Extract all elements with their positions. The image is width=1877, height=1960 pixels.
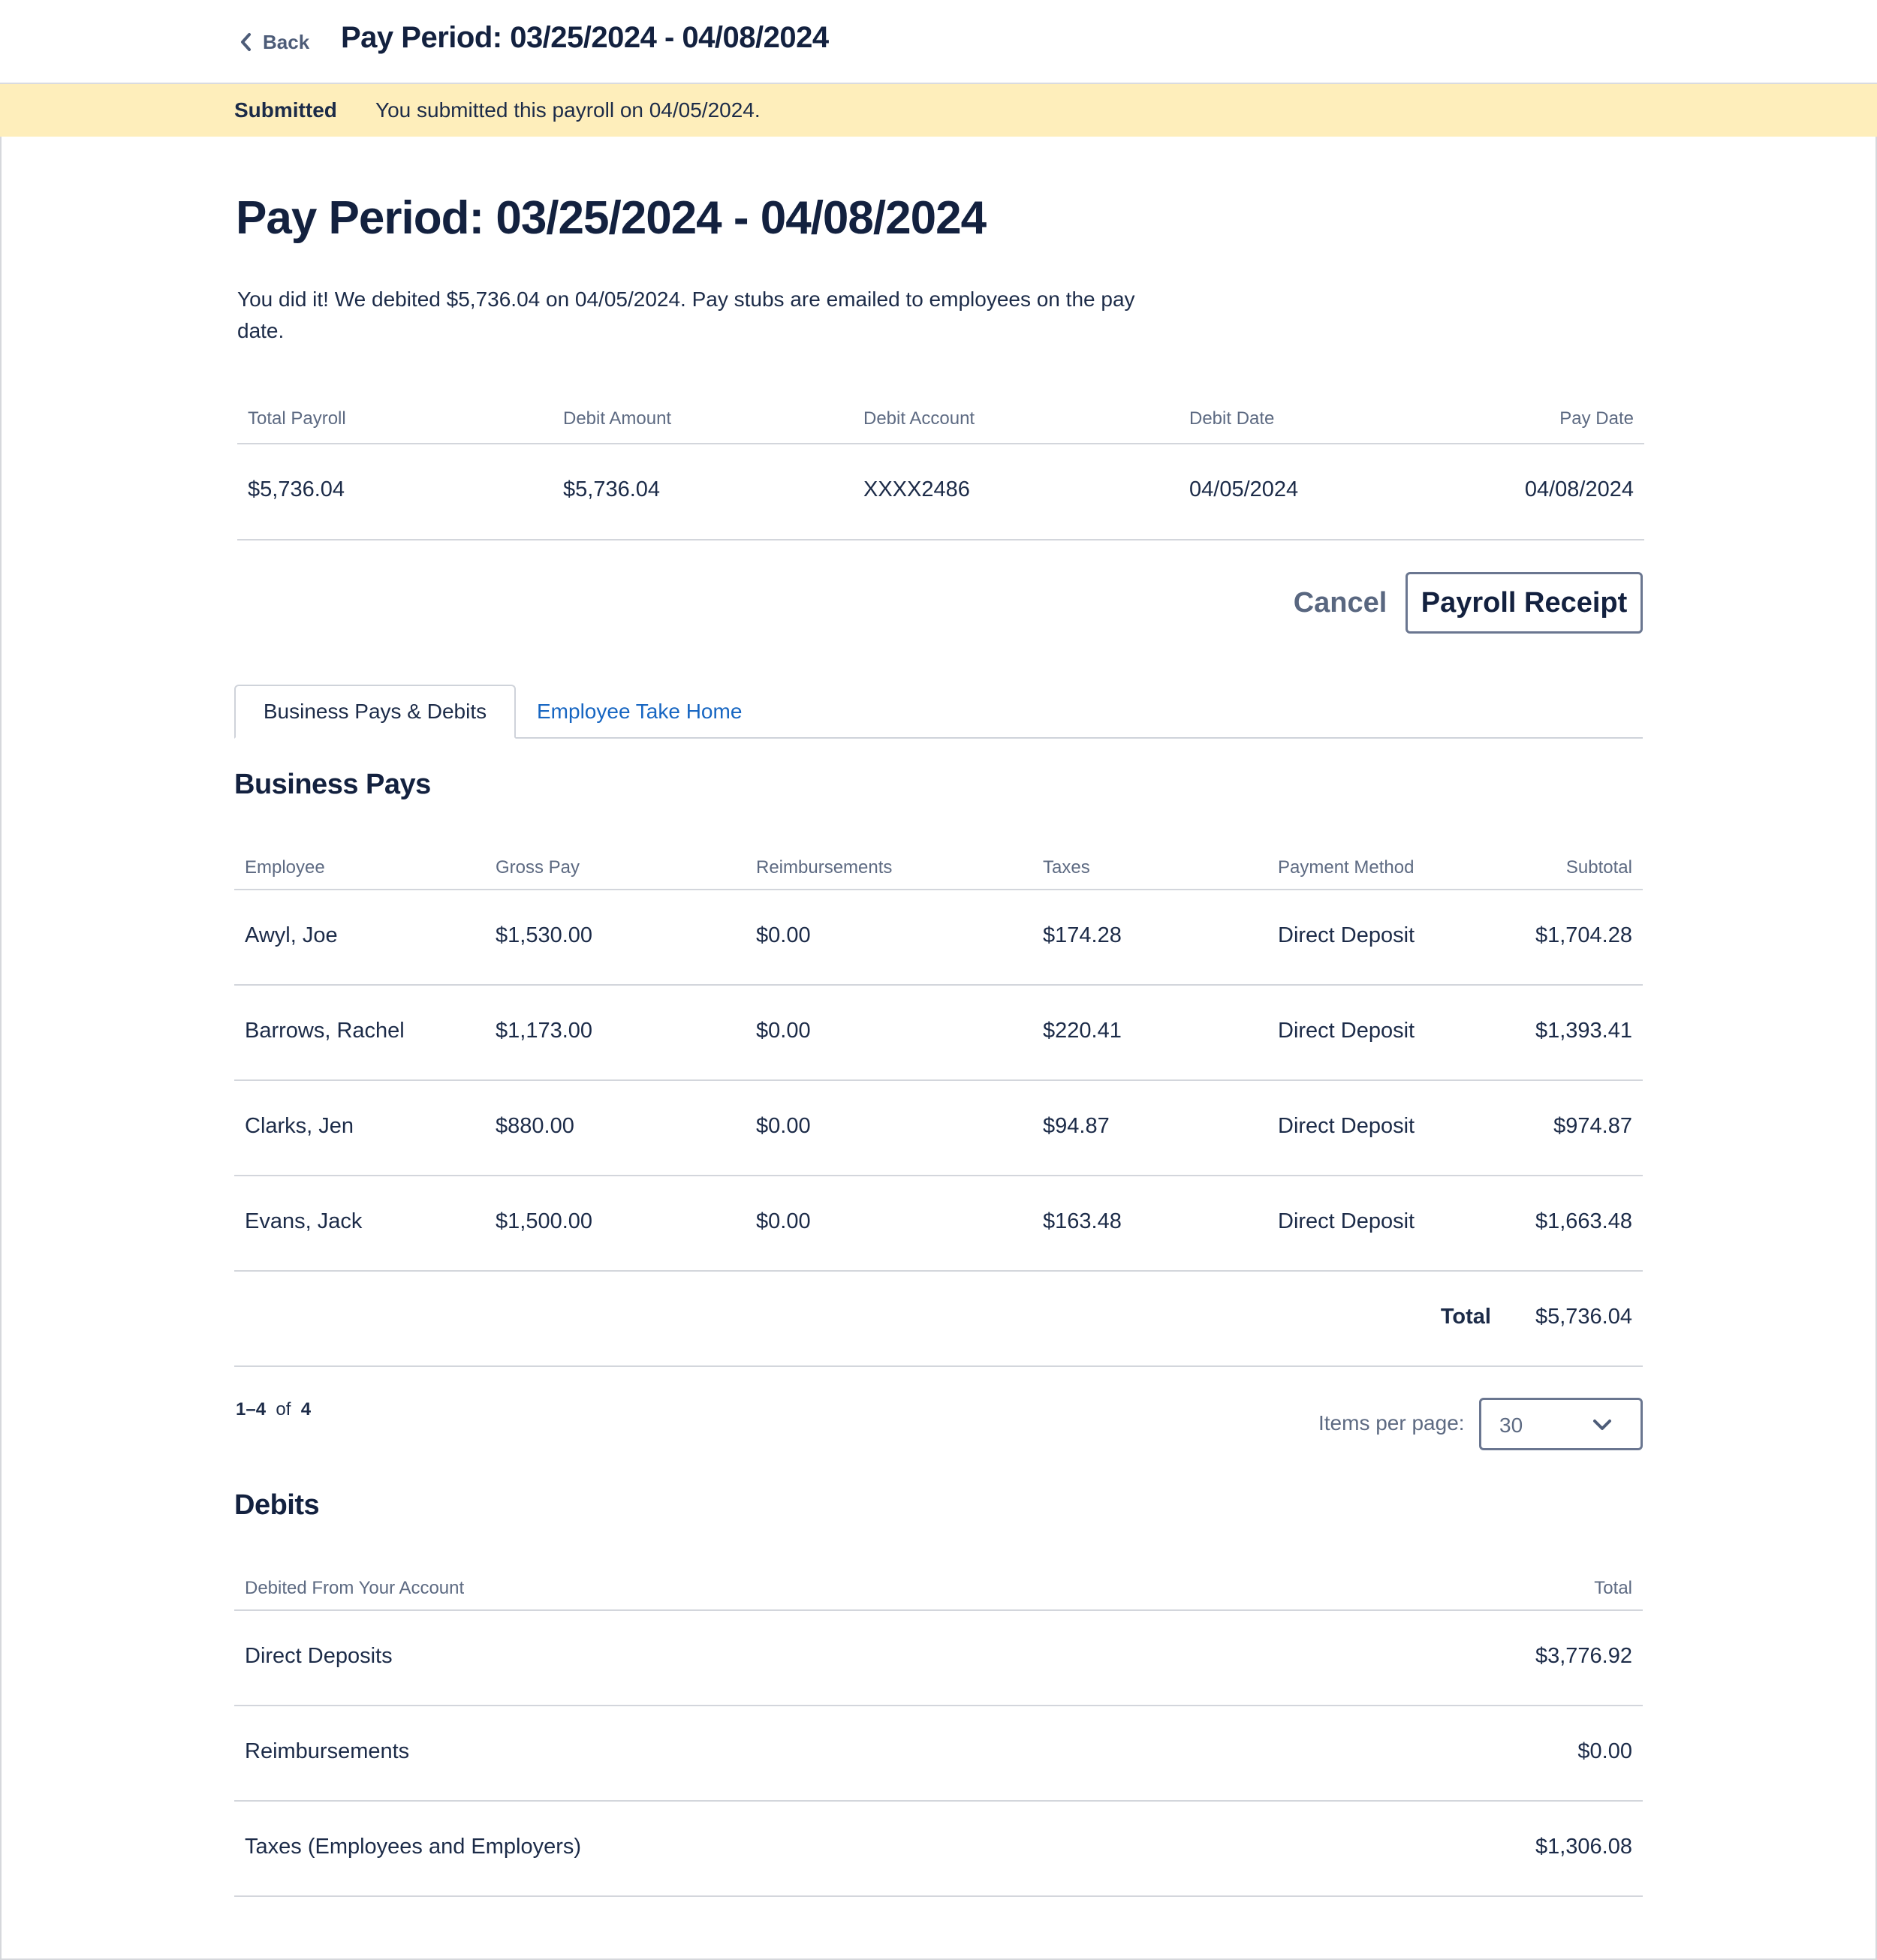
payment-method-cell: Direct Deposit [1278,1019,1415,1043]
summary-header: Debit Account [863,408,975,429]
back-button[interactable] [239,27,309,57]
payroll-receipt-button[interactable]: Payroll Receipt [1405,572,1643,634]
employee-cell: Barrows, Rachel [245,1019,405,1043]
summary-header: Debit Date [1189,408,1275,429]
chevron-left-icon [239,32,252,52]
summary-header: Pay Date [1559,408,1634,429]
items-per-page-select[interactable] [1479,1398,1643,1450]
gross-pay-cell: $1,500.00 [496,1209,593,1233]
tab-employee-take-home[interactable]: Employee Take Home [537,700,743,723]
table-row [234,1176,1643,1272]
employee-cell: Awyl, Joe [245,923,338,947]
status-badge: Submitted [234,98,337,122]
pagination-range: 1–4 [236,1399,267,1420]
table-header-row [234,844,1643,890]
tab-business-pays-debits[interactable]: Business Pays & Debits [234,685,516,739]
status-banner [0,84,1877,137]
chevron-down-icon [1592,1418,1612,1432]
top-bar [0,0,1877,84]
total-label: Total [1440,1305,1491,1329]
summary-header: Total Payroll [248,408,346,429]
debit-account-value: XXXX2486 [863,477,970,501]
debit-total-cell: $3,776.92 [1535,1644,1632,1668]
gross-pay-cell: $1,173.00 [496,1019,593,1043]
tab-bar [234,685,1643,739]
debit-total-cell: $0.00 [1577,1739,1632,1763]
debit-type-cell: Reimbursements [245,1739,410,1763]
debit-type-cell: Direct Deposits [245,1644,393,1668]
reimbursements-cell: $0.00 [756,1114,811,1138]
reimbursements-cell: $0.00 [756,923,811,947]
payment-method-cell: Direct Deposit [1278,1209,1415,1233]
payment-method-cell: Direct Deposit [1278,923,1415,947]
taxes-cell: $220.41 [1043,1019,1122,1043]
pagination-count: 4 [300,1399,312,1420]
taxes-cell: $94.87 [1043,1114,1110,1138]
summary-table [237,398,1644,540]
debit-type-cell: Taxes (Employees and Employers) [245,1835,582,1859]
column-header: Debited From Your Account [245,1578,465,1598]
items-per-page-value: 30 [1499,1414,1523,1437]
table-header-row [234,1564,1643,1611]
table-row [234,1081,1643,1176]
table-row [234,1802,1643,1897]
page-title: Pay Period: 03/25/2024 - 04/08/2024 [236,192,987,244]
debit-amount-value: $5,736.04 [563,477,661,501]
employee-cell: Evans, Jack [245,1209,363,1233]
payment-method-cell: Direct Deposit [1278,1114,1415,1138]
total-payroll-value: $5,736.04 [248,477,345,501]
subtotal-cell: $1,393.41 [1535,1019,1632,1043]
table-row [234,890,1643,986]
column-header: Employee [245,857,325,878]
total-row [234,1272,1643,1367]
column-header: Taxes [1043,857,1090,878]
taxes-cell: $163.48 [1043,1209,1122,1233]
pagination-summary [236,1399,311,1420]
table-row [234,1611,1643,1706]
top-title: Pay Period: 03/25/2024 - 04/08/2024 [341,21,829,54]
pay-date-value: 04/08/2024 [1524,477,1634,501]
column-header: Total [1594,1578,1632,1598]
table-row [234,1706,1643,1802]
subtotal-cell: $1,704.28 [1535,923,1632,947]
column-header: Subtotal [1565,857,1632,878]
intro-text: You did it! We debited $5,736.04 on 04/05/2024. Pay stubs are emailed to employees on the pay date. [237,288,1135,342]
pagination-of: of [276,1399,291,1420]
business-pays-table [234,844,1643,1367]
debit-date-value: 04/05/2024 [1189,477,1299,501]
cancel-button[interactable]: Cancel [1276,572,1404,634]
business-pays-title: Business Pays [234,769,431,800]
summary-header: Debit Amount [563,408,672,429]
reimbursements-cell: $0.00 [756,1019,811,1043]
subtotal-cell: $1,663.48 [1535,1209,1632,1233]
total-value: $5,736.04 [1535,1305,1632,1329]
gross-pay-cell: $1,530.00 [496,923,593,947]
reimbursements-cell: $0.00 [756,1209,811,1233]
column-header: Payment Method [1278,857,1415,878]
debit-total-cell: $1,306.08 [1535,1835,1632,1859]
taxes-cell: $174.28 [1043,923,1122,947]
summary-row [237,444,1644,540]
employee-cell: Clarks, Jen [245,1114,354,1138]
table-row [234,986,1643,1081]
items-per-page-label: Items per page: [1318,1411,1465,1435]
column-header: Reimbursements [756,857,893,878]
status-message: You submitted this payroll on 04/05/2024. [375,98,761,122]
back-label: Back [263,30,310,53]
subtotal-cell: $974.87 [1553,1114,1632,1138]
debits-table [234,1564,1643,1897]
gross-pay-cell: $880.00 [496,1114,574,1138]
summary-header-row [237,398,1644,444]
column-header: Gross Pay [496,857,580,878]
debits-title: Debits [234,1489,320,1521]
